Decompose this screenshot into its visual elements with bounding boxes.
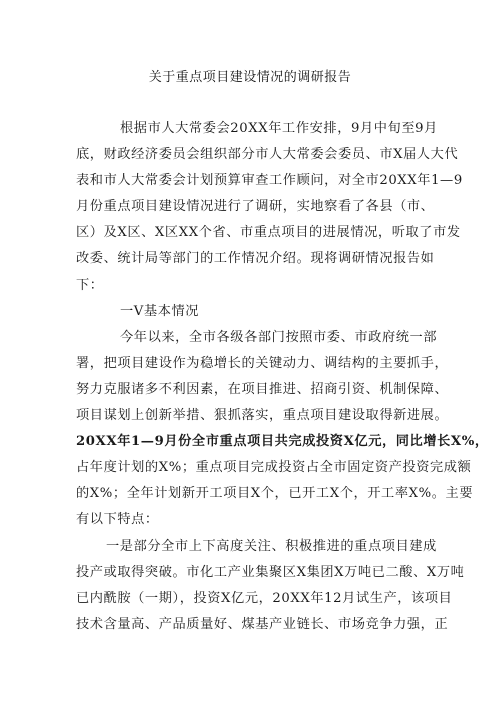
paragraph-line: 的X%；全年计划新开工项目X个，已开工X个，开工率X%。主要 bbox=[76, 486, 474, 502]
paragraph-line: 有以下特点： bbox=[76, 512, 159, 528]
paragraph-line: 月份重点项目建设情况进行了调研，实地察看了各县（市、 bbox=[76, 199, 435, 215]
paragraph-line: 区）及X区、X区XX个省、市重点项目的进展情况，听取了市发 bbox=[76, 225, 461, 241]
paragraph-line: 表和市人大常委会计划预算审查工作顾问，对全市20XX年1—9 bbox=[76, 173, 463, 189]
paragraph-line: 改委、统计局等部门的工作情况介绍。现将调研情况报告如 bbox=[76, 251, 435, 267]
section-heading: 一V基本情况 bbox=[120, 303, 200, 319]
paragraph-line: 占年度计划的X%；重点项目完成投资占全市固定资产投资完成额 bbox=[76, 460, 472, 476]
document-title: 关于重点项目建设情况的调研报告 bbox=[148, 70, 352, 85]
paragraph-line: 努力克服诸多不利因素，在项目推进、招商引资、机制保障、 bbox=[76, 381, 449, 397]
paragraph-line: 今年以来，全市各级各部门按照市委、市政府统一部 bbox=[120, 329, 438, 345]
paragraph-line: 底，财政经济委员会组织部分市人大常委会委员、市X届人大代 bbox=[76, 147, 459, 163]
document-body bbox=[76, 116, 489, 638]
paragraph-line: 20XX年1—9月份全市重点项目共完成投资X亿元，同比增长X%， bbox=[76, 434, 489, 450]
paragraph-line: 署，把项目建设作为稳增长的关键动力、调结构的主要抓手， bbox=[76, 355, 449, 371]
paragraph-line: 一是部分全市上下高度关注、积极推进的重点项目建成 bbox=[106, 538, 437, 554]
paragraph-line: 下： bbox=[76, 277, 104, 293]
paragraph-line: 已内酰胺（一期），投资X亿元，20XX年12月试生产，该项目 bbox=[76, 590, 453, 606]
paragraph-line: 项目谋划上创新举措、狠抓落实，重点项目建设取得新进展。 bbox=[76, 408, 449, 424]
paragraph-line: 技术含量高、产品质量好、煤基产业链长、市场竞争力强，正 bbox=[76, 616, 449, 632]
paragraph-line: 投产或取得突破。市化工产业集聚区X集团X万吨已二酸、X万吨 bbox=[76, 564, 465, 580]
paragraph-line: 根据市人大常委会20XX年工作安排，9月中旬至9月 bbox=[120, 121, 438, 136]
